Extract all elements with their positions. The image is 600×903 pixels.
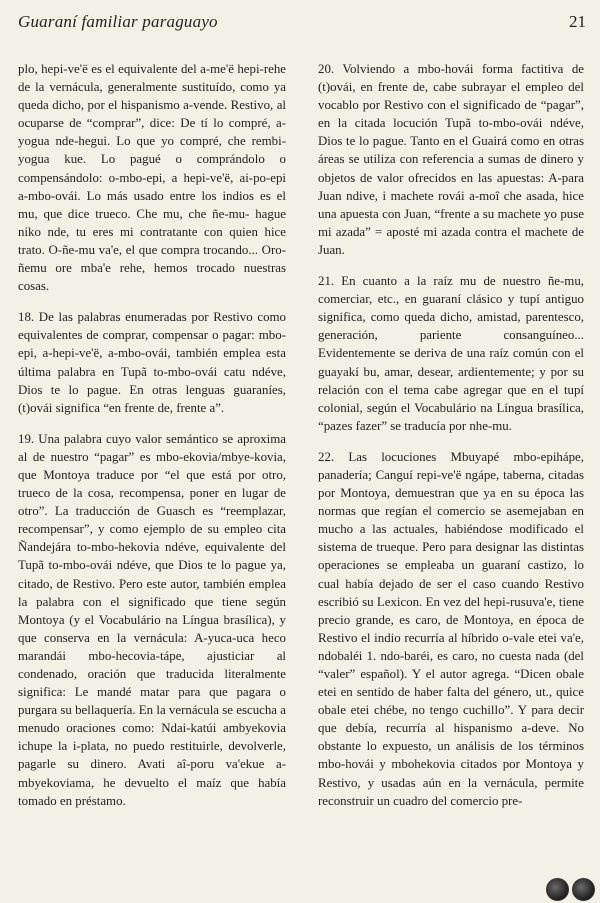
paragraph-20: 20. Volviendo a mbo-hovái forma factitiva de (t)ovái, en frente de, cabe subrayar el empleo del vocablo por Restivo con el significado de “pagar”, en la citada locución Tupã to-mbo-ovái ndéve, Dios te lo pague. Tanto en el Guairá como en otras áreas se utiliza con referencia a sumas de dinero y objetos de valor ofrecidos en las apuestas: A-para Juan ndive, i machete rovái a-moî che asada, hice una apuesta con Juan, “frente a su machete yo puse mi azada” = aposté mi azada contra el machete de Juan. <box>318 62 584 257</box>
paragraph-21: 21. En cuanto a la raíz mu de nuestro ñe-mu, comerciar, etc., en guaraní clásico y tupí antiguo significa, como queda dicho, amistad, parentesco, generación, pariente consanguíneo... Evidentemente se deriva de una raíz común con el guayakí bu, amar, desear, ardientemente; y por su relación con el tema cabe agregar que en el tupí colonial, según el Vocabulário na Língua brasílica, “pazes fazer” se traducía por nhe-mu. <box>318 274 584 433</box>
paragraph-19: 19. Una palabra cuyo valor semántico se aproxima al de nuestro “pagar” es mbo-ekovia/mbye-kovia, que Montoya traduce por “el que está por otro, trueco de la cosa, recompensa, poner en lugar de otro”. La traducción de Guasch es “reemplazar, recompensar”, y como ejemplo de su empleo cita Ñandejára to-mbo-hekovia ndéve, equivalente del Tupã to-mbo-ovái ndéve, que Dios te lo pague ya, citado, de Restivo. Pero este autor, también emplea la palabra con el significado que tiene según Montoya (y el Vocabulário na Língua brasílica), y que conserva en la vernácula: A-yuca-uca heco marandái mbo-hecovia-tápe, ajusticiar al condenado, oración que traducida literalmente significa: Le mandé matar para que pagara o purgara su bellaquería. En la vernácula se escucha a menudo oraciones como: Ndai-katúi ambyekovia ichupe la i-plata, no puedo restituirle, devolverle, pagarle su dinero. Avati aî-poru va'ekue a-mbyekoviama, he devuelto el maíz que había tomado en préstamo. <box>18 431 286 808</box>
corner-badge <box>546 877 596 901</box>
running-title: Guaraní familiar paraguayo <box>18 12 218 31</box>
paragraph-continuation: plo, hepi-ve'ë es el equivalente del a-me'ë hepi-rehe de la vernácula, generalmente sustituído, como ya queda dicho, por el hispanismo a-vende. Restivo, al ocuparse de “comprar”, dice: De tí lo compré, a-yogua nde-hegui. Lo que yo compré, che rembi-yogua kue. Lo pagué o comprándolo o compensándolo: o-mbo-epi, a hepi-ve'ë, ai-po-epi a-mbo-ovái. Lo más usado entre los indios es el mu, que dice trueco. Che mu, che ñe-mu- hague niko nde, tu eres mi contratante con quien hice trato. O-ñe-mu va'e, el que compra trocando... Oro-ñemu ore mba'e rehe, hemos trocado nuestras cosas. <box>18 62 286 294</box>
page-header <box>18 12 586 40</box>
right-column <box>318 60 584 810</box>
circle-icon <box>572 878 595 901</box>
left-column <box>18 60 286 810</box>
circle-icon <box>546 878 569 901</box>
paragraph-22: 22. Las locuciones Mbuyapé mbo-epihápe, panadería; Canguí repi-ve'ë ngápe, taberna, citadas por Montoya, demuestran que ya en su época las normas que regían el comercio se asemejaban en mucho a las actuales, habiéndose modificado el sistema de trueque. Pero para designar las distintas operaciones se empleaba un guaraní castizo, lo cual había dejado de ser el caso cuando Restivo escribió su Lexicon. En vez del hepi-rusuva'e, tiene precio grande, es caro, de Montoya, en época de Restivo el indio recurría al híbrido o-vale etei va'e, ndobaléi 1. ndo-baréi, es caro, no cuesta nada (del “valer” español). Y el autor agrega. “Dicen obale etei en sentido de haber falta del género, ut., quice obale etei chébe, no tengo cuchillo”. Y para decir que debía, recurría al hispanismo a-deve. No obstante lo expuesto, un análisis de los términos mbo-hovái y mbohekovia citados por Montoya y Restivo, y usadas aún en la vernácula, permite reconstruir un cuadro del comercio pre- <box>318 449 584 808</box>
page-number: 21 <box>569 12 586 31</box>
paragraph-18: 18. De las palabras enumeradas por Restivo como equivalentes de comprar, compensar o pagar: mbo-epi, a-hepi-ve'ë, a-mbo-ovái, también emplea esta última palabra en Tupã to-mbo-ovái catu ndéve, Dios te lo pague. En otras lenguas guaraníes, (t)ovái significa “en frente de, frente a”. <box>18 310 286 415</box>
